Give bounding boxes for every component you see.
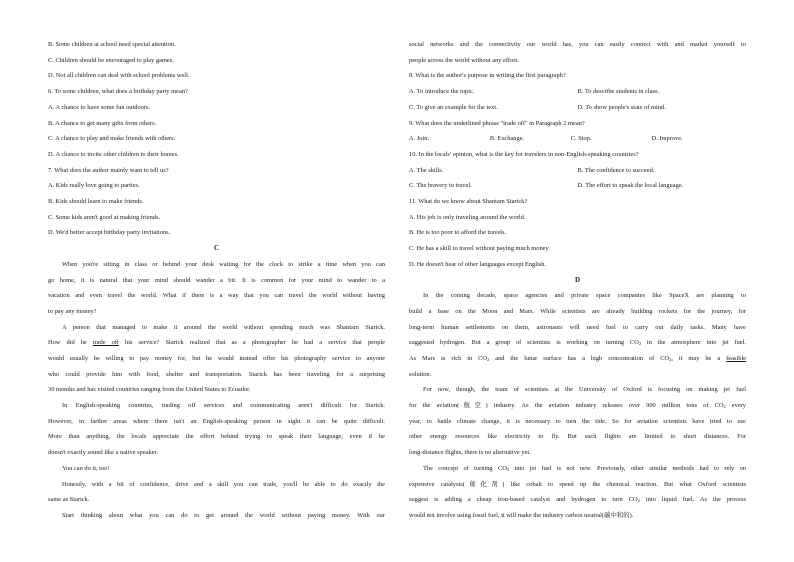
passage-c-p2-line: 30 months and has visited countries ranging from the United States to Ecuador.: [48, 386, 251, 394]
subscript: 2: [487, 356, 490, 362]
passage-d-p3-line: would not involve using fossil fuel, it will make the industry carbon neutral(碳中和的).: [409, 511, 634, 519]
passage-c-p1-line: vacation and even travel the world. What if there is a way that you can travel the world without having: [48, 292, 385, 300]
q9-option-c: C. Stop.: [570, 135, 592, 143]
passage-d-p1-line: long-term human settlements on them, astronauts will need fuel to carry out daily tasks. Many have: [409, 323, 746, 331]
q10-option-a: A. The skills.: [409, 166, 444, 174]
passage-d-p3-line: suggest is adding a cheap iron-based catalyst and hydrogen to turn $CO_2$ into liquid fuel. As the process: [409, 496, 746, 504]
underlined-feasible: feasible: [726, 354, 746, 362]
q9-option-a: A. Join.: [409, 135, 430, 143]
q7-question: 7. What does the author mainly want to tell us?: [48, 166, 169, 174]
q8-options-row: [409, 100, 746, 116]
passage-d-p1-line: build a base on the Moon and Mars. While scientists are already building rockets for the journey, for: [409, 307, 746, 315]
passage-c-p6-line: Start thinking about what you can do to get around the world without paying money. With our: [62, 511, 385, 519]
subscript: 2: [723, 404, 726, 410]
passage-c-p2-line: who could provide him with food, shelter and transportation. Starick has been traveling for a surprising: [48, 370, 385, 378]
passage-c-p3-line: In English-speaking countries, trading off services and communicating aren't difficult for Starick.: [62, 402, 385, 410]
q7-option-d: D. We'd better accept birthday party invitations.: [48, 229, 171, 237]
q9-question: 9. What does the underlined phrase "trade off" in Paragraph 2 mean?: [409, 119, 585, 127]
q5-option-d: D. Not all children can deal with school problems well.: [48, 72, 190, 80]
passage-d-p2-line: long-distance flights, there is no alternative yet.: [409, 449, 531, 457]
q8-question: 8. What is the author's purpose in writing the first paragraph?: [409, 72, 566, 80]
passage-c-p1-line: When you're sitting in class or behind your desk waiting for the clock to strike a time when you can: [62, 260, 385, 268]
q10-option-c: C. The bravery to travel.: [409, 182, 472, 190]
q10-option-d: D. The effort to speak the local language.: [577, 182, 684, 190]
q10-options-row: [409, 178, 746, 194]
q7-option-c: C. Some kids aren't good at making friends.: [48, 213, 161, 221]
underlined-trade-off: trade off: [92, 339, 119, 347]
q9-options-row: [409, 131, 746, 147]
q6-option-b: B. A chance to get many gifts from others.: [48, 119, 157, 127]
q9-option-d: D. Improve.: [651, 135, 683, 143]
passage-c-p3-line: However, in farther areas where there isn't an English-speaking person in sight it can be quite difficult.: [48, 417, 385, 425]
q10-option-b: B. The confidence to succeed.: [577, 166, 655, 174]
passage-c-p5-line: Honestly, with a bit of confidence, drive and a skill you can trade, you'll be able to do exactly the: [62, 480, 385, 488]
q11-option-a: A. His job is only traveling around the world.: [409, 213, 526, 221]
passage-d-p1-line: solution.: [409, 370, 432, 378]
q6-option-a: A. A chance to have some fun outdoors.: [48, 103, 151, 111]
q7-option-a: A. Kids really love going to parties.: [48, 182, 140, 190]
q11-question: 11. What do we know about Shantam Starick?: [409, 198, 528, 206]
q9-option-b: B. Exchange.: [489, 135, 525, 143]
passage-c-p1-line: to pay any money?: [48, 307, 97, 315]
q8-option-b: B. To describe students in class.: [577, 88, 660, 96]
q7-option-b: B. Kids should learn to make friends.: [48, 198, 144, 206]
passage-c-heading: C: [213, 244, 220, 253]
q5-option-b: B. Some children at school need special attention.: [48, 41, 176, 48]
subscript: 2: [669, 356, 672, 362]
q8-option-d: D. To show people's state of mind.: [577, 103, 666, 111]
passage-c-p2-line: would usually be willing to pay money for, but he would instead offer his photography service to anyone: [48, 354, 385, 362]
passage-c-continued-line: social networks and the connectivity our world has, you can easily connect with and market yourself to: [409, 41, 746, 48]
passage-d-p2-line: For now, though, the team of scientists at the University of Oxford is focusing on making jet fuel: [423, 386, 746, 394]
q11-option-d: D. He doesn't hear of other languages except English.: [409, 260, 547, 268]
q6-question: 6. To some children, what does a birthday party mean?: [48, 88, 188, 96]
passage-c-p4-line: You can do it, too!: [62, 464, 110, 472]
passage-c-continued-line: people across the world without any effort.: [409, 56, 519, 64]
passage-d-p2-line: other energy resources like electricity to fly. But such flights are limited to short distances. For: [409, 433, 746, 441]
passage-c-p2-line: How did he trade off his service? Starick realized that as a photographer he had a service that people: [48, 339, 385, 347]
passage-c-p3-line: doesn't exactly sound like a native speaker.: [48, 449, 158, 457]
q10-question: 10. In the locals' opinion, what is the key for travelers in non-English-speaking countries?: [409, 150, 639, 158]
subscript: 2: [506, 466, 510, 472]
passage-c-p3-line: More than anything, the locals appreciate the effort behind trying to speak their language, even if he: [48, 433, 385, 441]
q10-options-row: [409, 163, 746, 179]
passage-d-p3-line: expensive catalysts(催化剂) like cobalt to speed up the chemical reaction. But what Oxford scientists: [409, 480, 746, 488]
passage-d-heading: D: [574, 275, 581, 284]
q11-option-c: C. He has a skill to travel without paying much money.: [409, 245, 550, 253]
passage-d-p1-line: As Mars is rich in $CO_2$ and the lunar surface has a high concentration of $CO_2$, it may be a feasible: [409, 354, 746, 362]
subscript: 2: [637, 498, 640, 504]
q11-option-b: B. He is too poor to afford the travels.: [409, 229, 507, 237]
passage-c-p2-line: A person that managed to make it around the world without spending much was Shantam Starick.: [62, 323, 385, 331]
right-column: [409, 37, 746, 524]
q5-option-c: C. Children should be encouraged to play games.: [48, 56, 174, 64]
q8-options-row: [409, 84, 746, 100]
passage-d-p2-line: year, to battle climate change, it is necessary to turn the tide. So for aviation scientists have tried to use: [409, 417, 746, 425]
q6-option-d: D. A chance to invite other children to their homes.: [48, 150, 179, 158]
passage-d-p2-line: for the aviation(航空) industry. As the aviation industry releases over 900 million tons of $CO_2$ every: [409, 402, 746, 410]
passage-c-p1-line: go home, it is natural that your mind should wander a bit. It is common for your mind to wander to a: [48, 276, 385, 284]
passage-c-p5-line: same as Starick.: [48, 496, 90, 504]
q6-option-c: C. A chance to play and make friends with others.: [48, 135, 176, 143]
q8-option-c: C. To give an example for the text.: [409, 103, 498, 111]
passage-d-p1-line: In the coming decade, space agencies and private space companies like SpaceX are planning to: [423, 292, 746, 300]
q8-option-a: A. To introduce the topic.: [409, 88, 475, 96]
passage-d-p1-line: suggested hydrogen. But a group of scientists is working on turning $CO_2$ in the atmosphere into jet fuel.: [409, 339, 746, 347]
subscript: 2: [638, 341, 642, 347]
passage-d-p3-line: The concept of turning $CO_2$ into jet fuel is not new. Previously, other similar methods had to rely on: [423, 464, 746, 472]
left-column: [48, 37, 385, 524]
